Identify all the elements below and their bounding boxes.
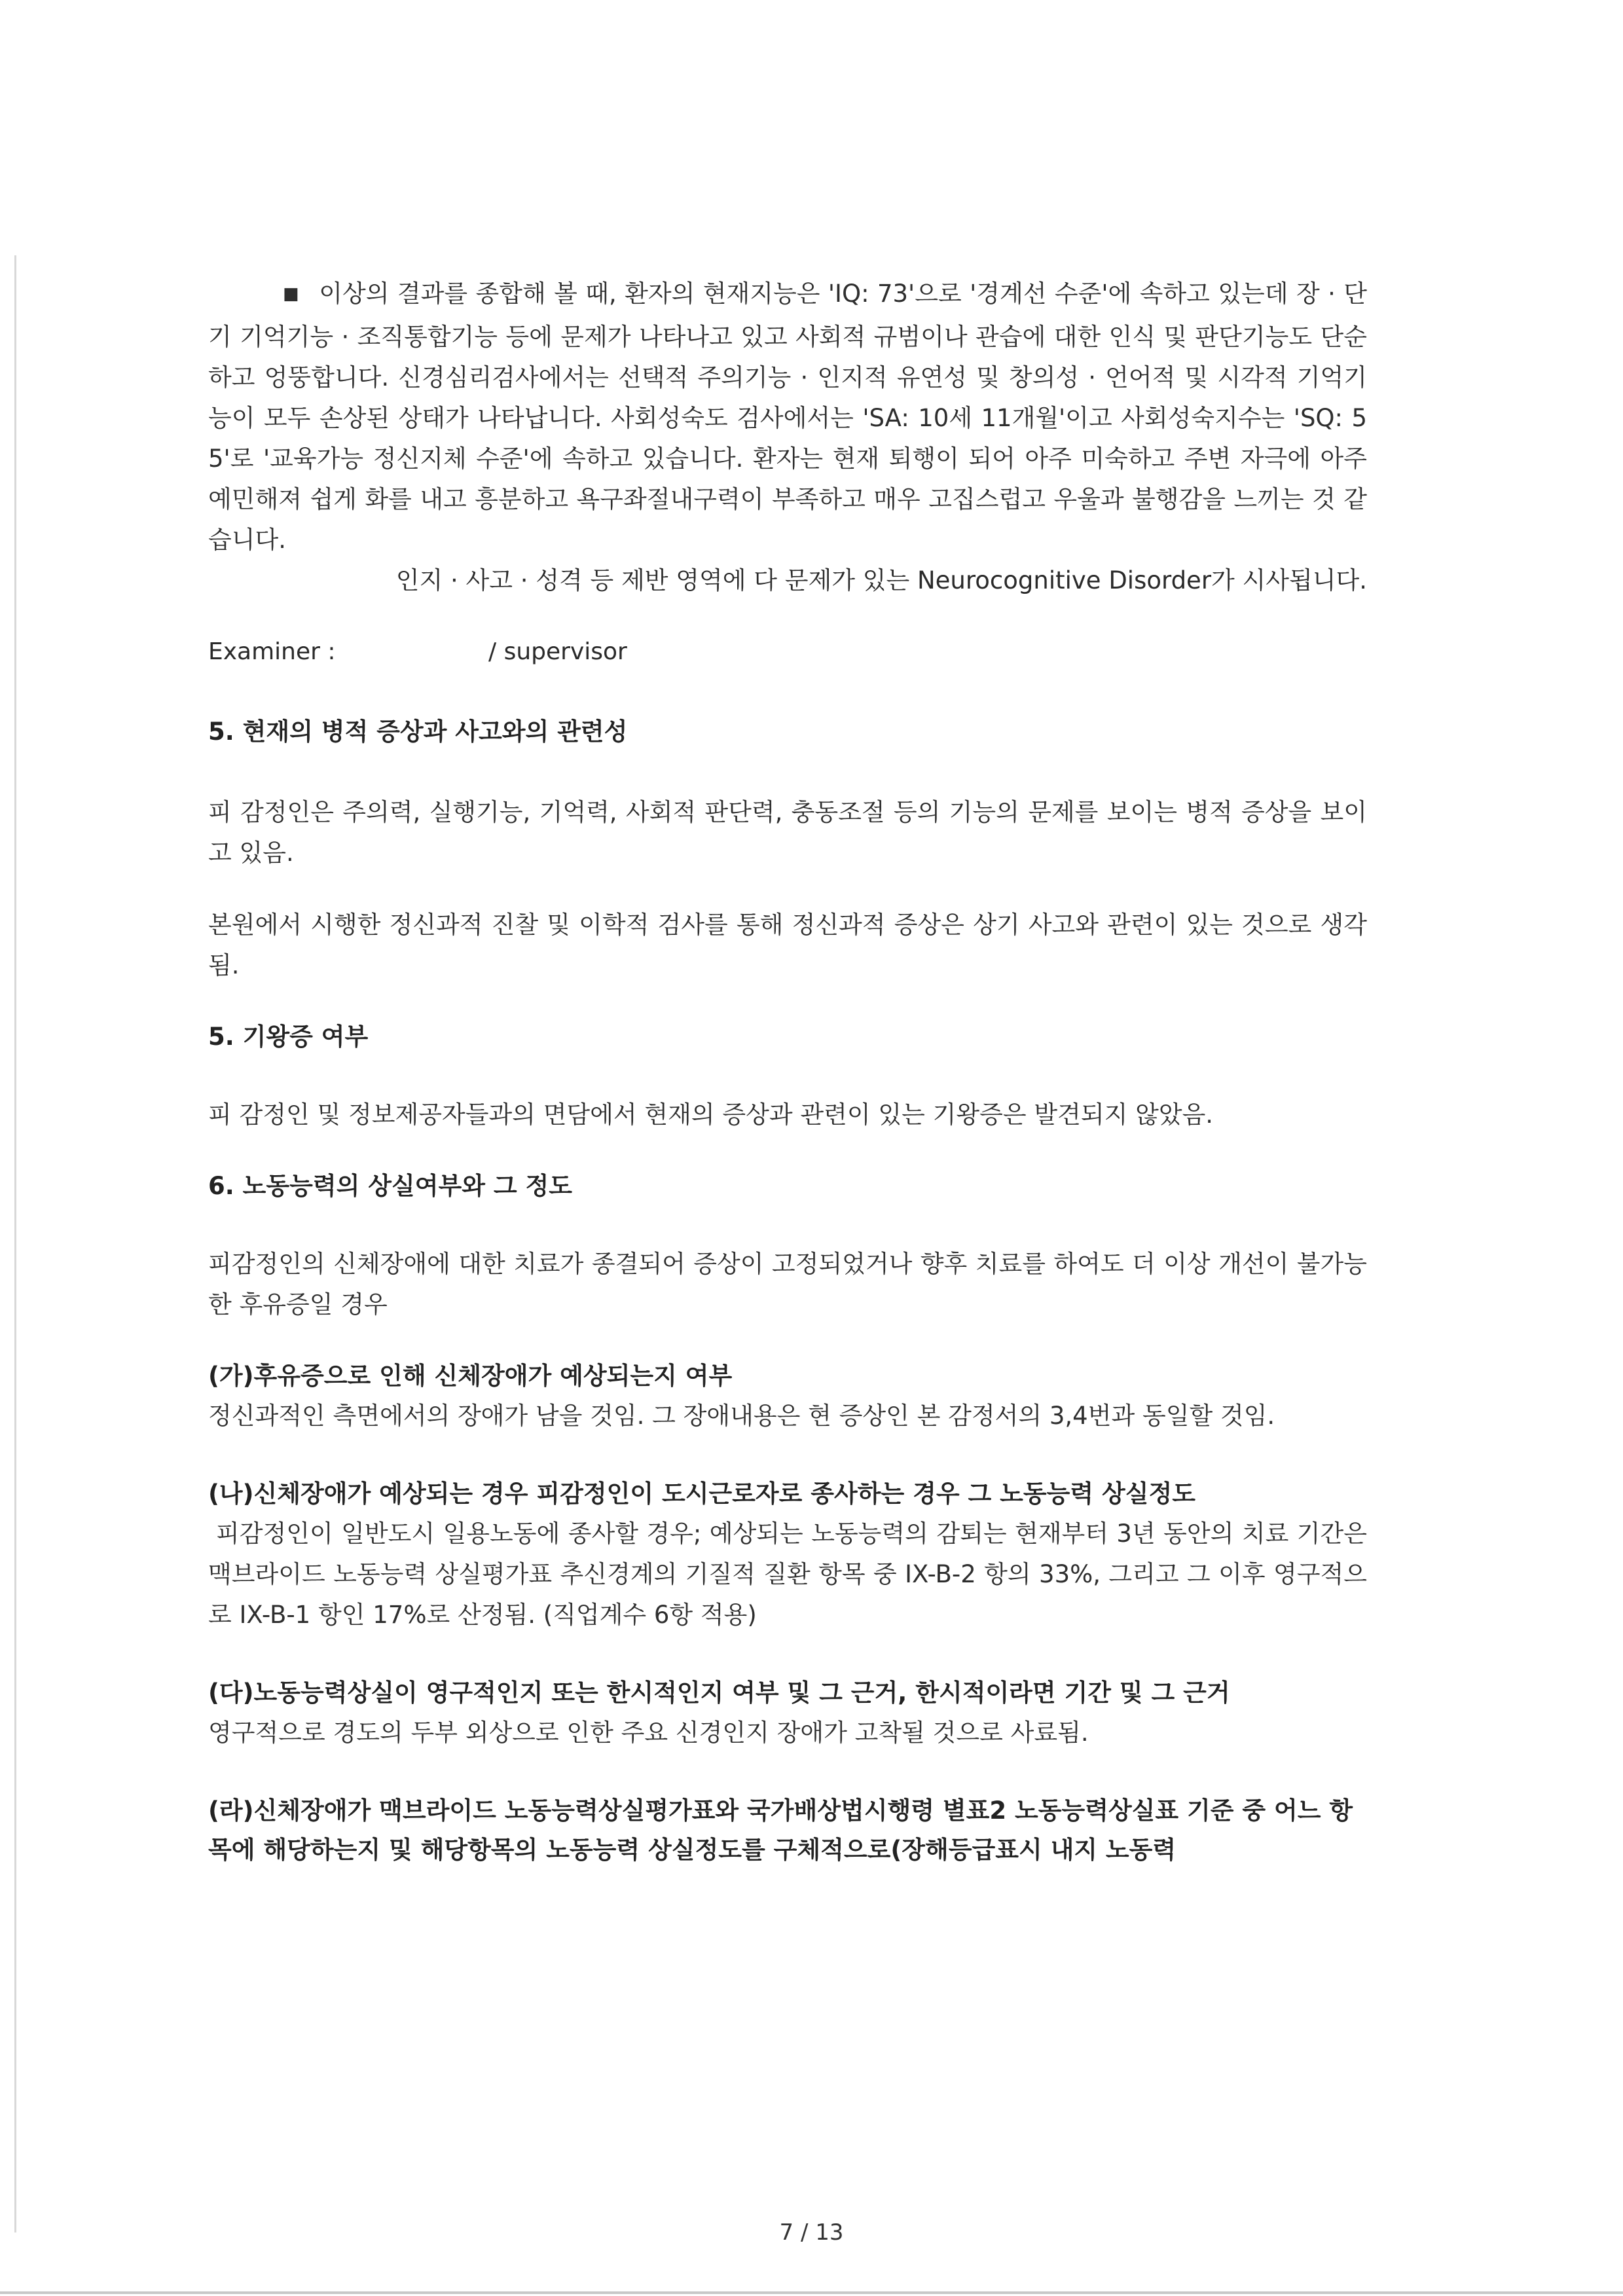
bottom-scan-edge <box>0 2291 1623 2294</box>
na-paragraph: 피감정인이 일반도시 일용노동에 종사할 경우; 예상되는 노동능력의 감퇴는 현재부터 3년 동안의 치료 기간은 맥브라이드 노동능력 상실평가표 추신경계의 기질적 질환 항목 중 IX-B-2 항의 33%, 그리고 그 이후 영구적으로 IX-B-1 항인 17%로 산정됨. (직업계수 6항 적용) <box>208 1520 1367 1629</box>
symptoms-paragraph-1: 피 감정인은 주의력, 실행기능, 기억력, 사회적 판단력, 충동조절 등의 기능의 문제를 보이는 병적 증상을 보이고 있음. <box>208 798 1367 867</box>
subheading-ra: (라)신체장애가 맥브라이드 노동능력상실평가표와 국가배상법시행령 별표2 노동능력상실표 기준 중 어느 항목에 해당하는지 및 해당항목의 노동능력 상실정도를 구체적으로(장해등급표시 내지 노동력 <box>208 1796 1353 1864</box>
square-bullet-icon: ■ <box>283 284 300 304</box>
document-page <box>208 274 1367 1870</box>
labor-intro-paragraph: 피감정인의 신체장애에 대한 치료가 종결되어 증상이 고정되었거나 향후 치료를 하여도 더 이상 개선이 불가능한 후유증일 경우 <box>208 1250 1367 1319</box>
supervisor-label: / supervisor <box>488 638 627 665</box>
summary-text: 이상의 결과를 종합해 볼 때, 환자의 현재지능은 'IQ: 73'으로 '경계선 수준'에 속하고 있는데 장 · 단기 기억기능 · 조직통합기능 등에 문제가 나타나고 있고 사회적 규범이나 관습에 대한 인식 및 판단기능도 단순하고 엉뚱합니다. 신경심리검사에서는 선택적 주의기능 · 인지적 유연성 및 창의성 · 언어적 및 시각적 기억기능이 모두 손상된 상태가 나타납니다. 사회성숙도 검사에서는 'SA: 10세 11개월'이고 사회성숙지수는 'SQ: 55'로 '교육가능 정신지체 수준'에 속하고 있습니다. 환자는 현재 퇴행이 되어 아주 미숙하고 주변 자극에 아주 예민해져 쉽게 화를 내고 흥분하고 욕구좌절내구력이 부족하고 매우 고집스럽고 우울과 불행감을 느끼는 것 같습니다. <box>208 280 1367 554</box>
section-heading-labor: 6. 노동능력의 상실여부와 그 정도 <box>208 1172 572 1200</box>
da-paragraph: 영구적으로 경도의 두부 외상으로 인한 주요 신경인지 장애가 고착될 것으로 사료됨. <box>208 1719 1089 1747</box>
summary-paragraph <box>208 274 1367 560</box>
ga-paragraph: 정신과적인 측면에서의 장애가 남을 것임. 그 장애내용은 현 증상인 본 감정서의 3,4번과 동일할 것임. <box>208 1402 1275 1430</box>
page-number: 7 / 13 <box>779 2219 844 2246</box>
subheading-da: (다)노동능력상실이 영구적인지 또는 한시적인지 여부 및 그 근거, 한시적이라면 기간 및 그 근거 <box>208 1679 1230 1707</box>
symptoms-paragraph-2: 본원에서 시행한 정신과적 진찰 및 이학적 검사를 통해 정신과적 증상은 상기 사고와 관련이 있는 것으로 생각됨. <box>208 911 1367 979</box>
examiner-label: Examiner : <box>208 638 336 665</box>
summary-conclusion: 인지 · 사고 · 성격 등 제반 영역에 다 문제가 있는 Neurocognitive Disorder가 시사됩니다. <box>395 566 1367 594</box>
scan-edge-line <box>14 255 16 2232</box>
subheading-na: (나)신체장애가 예상되는 경우 피감정인이 도시근로자로 종사하는 경우 그 노동능력 상실정도 <box>208 1480 1195 1508</box>
section-heading-preexisting: 5. 기왕증 여부 <box>208 1023 369 1051</box>
preexisting-paragraph: 피 감정인 및 정보제공자들과의 면담에서 현재의 증상과 관련이 있는 기왕증은 발견되지 않았음. <box>208 1101 1214 1129</box>
subheading-ga: (가)후유증으로 인해 신체장애가 예상되는지 여부 <box>208 1362 733 1390</box>
section-heading-symptoms: 5. 현재의 병적 증상과 사고와의 관련성 <box>208 718 628 746</box>
examiner-line <box>208 632 1367 672</box>
